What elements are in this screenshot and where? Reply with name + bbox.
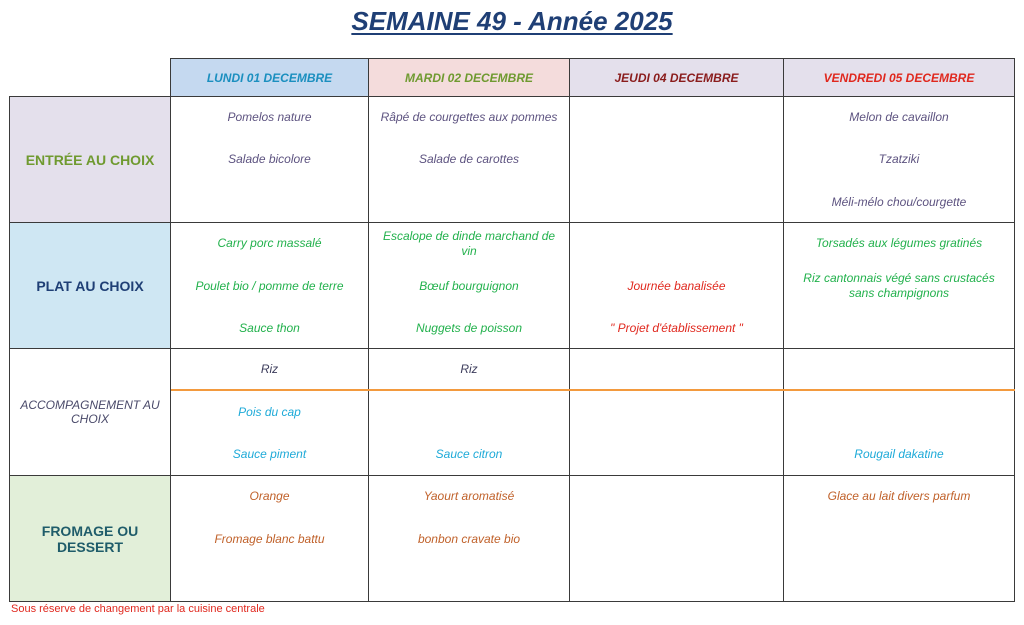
cell-entree-vendredi: [783, 96, 1015, 223]
cell-fromage-jeudi: [569, 475, 784, 602]
cell-entree-jeudi: [569, 96, 784, 223]
cell-plat-mardi: [368, 222, 570, 349]
day-label: VENDREDI 05 DECEMBRE: [823, 70, 975, 85]
cell-accomp-mardi: [368, 348, 570, 476]
menu-item: Sauce citron: [435, 447, 503, 461]
cell-fromage-vendredi: [783, 475, 1015, 602]
accompagnement-divider: [171, 389, 1015, 391]
menu-item: Escalope de dinde marchand de vin: [382, 229, 556, 258]
menu-item: Nuggets de poisson: [415, 321, 523, 335]
menu-item: Pomelos nature: [227, 110, 312, 124]
menu-item: Méli-mélo chou/courgette: [831, 195, 967, 209]
menu-item: Journée banalisée: [627, 279, 726, 293]
row-label-text: PLAT AU CHOIX: [36, 277, 144, 294]
menu-item: Riz cantonnais végé sans crustacés sans champignons: [803, 271, 995, 300]
menu-item: Yaourt aromatisé: [423, 489, 515, 503]
row-label-text: ENTRÉE AU CHOIX: [25, 151, 155, 168]
menu-item: Fromage blanc battu: [214, 532, 325, 546]
menu-item: Rougail dakatine: [854, 447, 944, 461]
cell-plat-lundi: [170, 222, 369, 349]
cell-accomp-jeudi: [569, 348, 784, 476]
cell-accomp-lundi: [170, 348, 369, 476]
footer-note: Sous réserve de changement par la cuisine centrale: [11, 603, 265, 615]
menu-item: Torsadés aux légumes gratinés: [815, 236, 983, 250]
menu-item: Tzatziki: [878, 152, 920, 166]
row-label-plat: [9, 222, 171, 349]
menu-item: Riz: [260, 362, 279, 376]
day-header-jeudi: [569, 58, 784, 97]
menu-item: Râpé de courgettes aux pommes: [380, 110, 558, 124]
day-header-vendredi: [783, 58, 1015, 97]
menu-item: Sauce thon: [239, 321, 300, 335]
cell-fromage-lundi: [170, 475, 369, 602]
row-label-accompagnement: [9, 348, 171, 476]
menu-item: Salade bicolore: [228, 152, 311, 166]
cell-fromage-mardi: [368, 475, 570, 602]
row-label-entree: [9, 96, 171, 223]
menu-item: Bœuf bourguignon: [419, 279, 519, 293]
cell-entree-lundi: [170, 96, 369, 223]
menu-item: Carry porc massalé: [217, 236, 322, 250]
menu-item: Riz: [460, 362, 478, 376]
cell-plat-jeudi: [569, 222, 784, 349]
cell-entree-mardi: [368, 96, 570, 223]
row-label-fromage: [9, 475, 171, 602]
row-label-text: ACCOMPAGNEMENT AU CHOIX: [20, 398, 160, 426]
menu-item: Orange: [249, 489, 290, 503]
menu-item: bonbon cravate bio: [417, 532, 521, 546]
menu-item: " Projet d'établissement ": [610, 321, 743, 335]
cell-accomp-vendredi: [783, 348, 1015, 476]
menu-item: Salade de carottes: [418, 152, 520, 166]
row-label-text: FROMAGE OU DESSERT: [41, 522, 139, 555]
menu-item: Poulet bio / pomme de terre: [195, 279, 344, 293]
menu-item: Glace au lait divers parfum: [827, 489, 971, 503]
day-label: LUNDI 01 DECEMBRE: [206, 70, 333, 85]
menu-item: Sauce piment: [232, 447, 307, 461]
day-label: JEUDI 04 DECEMBRE: [614, 70, 739, 85]
cell-plat-vendredi: [783, 222, 1015, 349]
menu-item: Pois du cap: [238, 405, 301, 419]
day-label: MARDI 02 DECEMBRE: [404, 70, 533, 85]
page-title: SEMAINE 49 - Année 2025: [351, 6, 673, 36]
menu-item: Melon de cavaillon: [849, 110, 949, 124]
day-header-mardi: [368, 58, 570, 97]
day-header-lundi: [170, 58, 369, 97]
